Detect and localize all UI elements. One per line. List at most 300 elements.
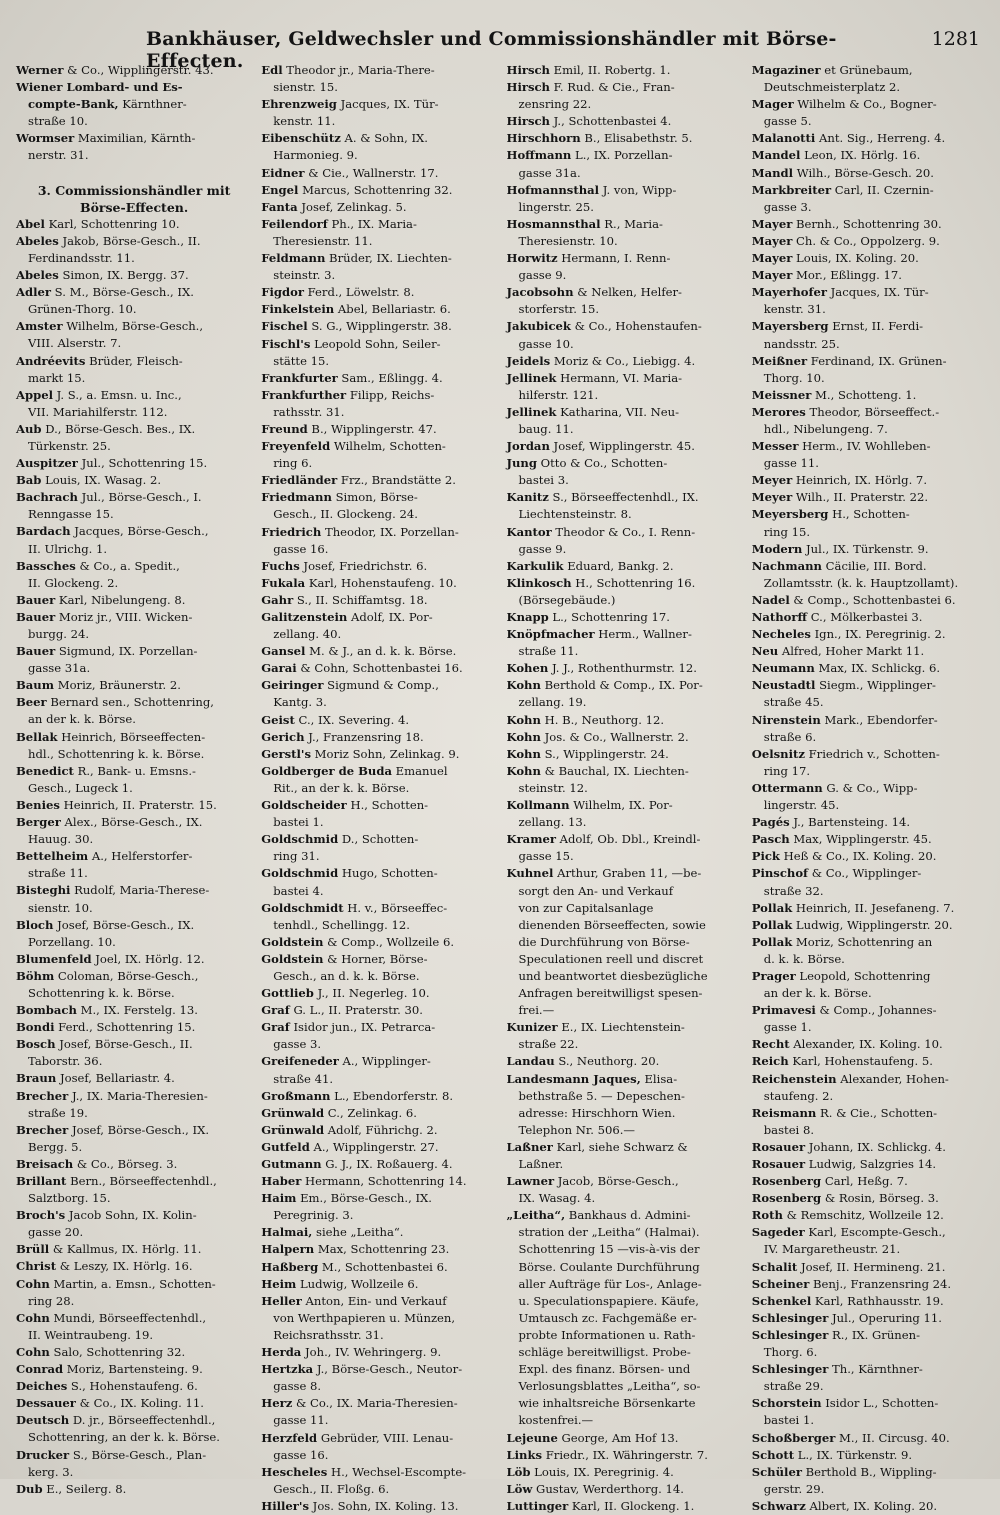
directory-entry — [16, 677, 252, 694]
entry-continuation — [507, 387, 743, 404]
entry-continuation — [16, 96, 252, 113]
entry-name: Primavesi — [751, 1003, 816, 1018]
entry-continuation — [507, 199, 743, 216]
directory-entry — [16, 1036, 252, 1053]
directory-entry — [16, 489, 252, 506]
directory-entry — [16, 1241, 252, 1258]
entry-details: gerstr. 29. — [763, 1481, 825, 1496]
entry-name: Neu — [751, 644, 779, 659]
entry-details: (Börsegebäude.) — [518, 592, 616, 607]
entry-details: IX. Wasag. 4. — [518, 1191, 596, 1206]
entry-details: Emanuel — [391, 763, 448, 778]
entry-name: Gutmann — [261, 1157, 322, 1171]
page-number: 1281 — [931, 28, 980, 50]
directory-entry — [752, 1173, 988, 1190]
entry-name: Landesmann Jaques, — [506, 1071, 641, 1086]
entry-continuation — [16, 1224, 252, 1241]
directory-entry — [507, 609, 743, 626]
entry-details: Ludwig, Salzgries 14. — [805, 1157, 937, 1171]
entry-details: Thorg. 10. — [763, 370, 825, 385]
entry-name: Bauer — [16, 592, 56, 607]
entry-name: Jeidels — [506, 353, 551, 368]
entry-name: Meissner — [751, 387, 812, 402]
entry-details: F. Rud. & Cie., Fran- — [549, 80, 675, 95]
entry-details: Kantg. 3. — [273, 695, 327, 710]
entry-name: Brillant — [16, 1174, 67, 1188]
entry-details: Simon, IX. Bergg. 37. — [58, 268, 189, 283]
directory-entry — [261, 216, 497, 233]
entry-details: Hauug. 30. — [28, 832, 94, 847]
entry-details: Moriz, Schottenring an — [792, 934, 933, 949]
entry-details: gasse 20. — [28, 1225, 84, 1240]
entry-continuation — [507, 1224, 743, 1241]
entry-continuation — [507, 814, 743, 831]
entry-name: Necheles — [751, 627, 811, 642]
entry-continuation — [261, 917, 497, 934]
entry-details: Katharina, VII. Neu- — [556, 404, 680, 419]
directory-entry — [507, 763, 743, 780]
entry-details: Heinrich, IX. Hörlg. 7. — [792, 473, 927, 488]
entry-continuation — [16, 985, 252, 1002]
entry-name: Beer — [16, 695, 47, 710]
entry-details: Gesch., II. Floßg. 6. — [273, 1481, 390, 1496]
entry-details: hdl., Nibelungeng. 7. — [763, 421, 888, 436]
directory-entry — [752, 1293, 988, 1310]
entry-name: Halpern — [261, 1242, 315, 1257]
entry-name: Goldscheider — [261, 798, 347, 813]
entry-details: hilferstr. 121. — [518, 387, 599, 402]
entry-details: A., Wipplinger- — [338, 1054, 431, 1069]
entry-name: Fukala — [261, 575, 306, 590]
entry-name: Broch's — [16, 1208, 66, 1223]
entry-name: Haßberg — [261, 1259, 319, 1274]
entry-name: Werner — [16, 63, 64, 77]
entry-details: Adolf, Führichg. 2. — [324, 1122, 438, 1137]
entry-name: Pagés — [751, 815, 790, 830]
entry-name: Brecher — [16, 1088, 69, 1103]
entry-details: II. Weintraubeng. 19. — [28, 1327, 154, 1342]
entry-name: Goldschmid — [261, 866, 339, 881]
entry-details: Bankhaus d. Admini- — [565, 1208, 691, 1223]
entry-continuation — [16, 335, 252, 352]
entry-name: Bauer — [16, 644, 56, 659]
entry-details: G. & Co., Wipp- — [822, 780, 918, 795]
entry-continuation — [16, 1293, 252, 1310]
entry-details: straße 10. — [28, 114, 88, 129]
entry-continuation — [261, 1207, 497, 1224]
entry-details: an der k. k. Börse. — [28, 712, 136, 727]
entry-details: Jacques, Börse-Gesch., — [70, 524, 209, 539]
entry-continuation — [507, 1002, 743, 1019]
directory-entry — [507, 62, 743, 79]
entry-name: Pollak — [751, 934, 793, 949]
entry-continuation — [261, 1071, 497, 1088]
entry-name: Herz — [261, 1396, 293, 1411]
entry-details: Bernard sen., Schottenring, — [46, 695, 214, 710]
directory-entry — [16, 729, 252, 746]
directory-entry — [16, 1361, 252, 1378]
entry-continuation — [261, 541, 497, 558]
directory-entry — [16, 797, 252, 814]
entry-continuation — [752, 370, 988, 387]
entry-name: Bauer — [16, 609, 56, 624]
entry-details: nerstr. 31. — [28, 148, 89, 163]
entry-details: kenstr. 31. — [763, 302, 826, 317]
entry-details: Jul., IX. Türkenstr. 9. — [802, 541, 929, 556]
entry-name: Eibenschütz — [261, 131, 341, 146]
entry-name: Schwarz — [751, 1498, 806, 1513]
entry-details: Hermann, VI. Maria- — [556, 370, 683, 385]
entry-continuation — [261, 780, 497, 797]
directory-entry — [752, 934, 988, 951]
entry-continuation — [507, 1310, 743, 1327]
entry-details: hdl., Schottenring k. k. Börse. — [28, 746, 205, 761]
entry-details: Josef, Börse-Gesch., IX. — [53, 917, 195, 932]
directory-entry — [16, 643, 252, 660]
entry-details: straße 41. — [273, 1071, 334, 1086]
entry-details: J. J., Rothenthurmstr. 12. — [548, 661, 697, 676]
section-heading: 3. Commissionshändler mit — [37, 182, 231, 198]
entry-details: S., Wipplingerstr. 24. — [540, 746, 669, 761]
entry-details: Joel, IX. Hörlg. 12. — [91, 951, 205, 966]
directory-entry — [752, 165, 988, 182]
entry-details: bastei 1. — [763, 1413, 815, 1428]
entry-name: Amster — [16, 319, 63, 334]
entry-continuation — [16, 1464, 252, 1481]
directory-entry — [507, 182, 743, 199]
entry-details: Telephon Nr. 506.— — [518, 1122, 635, 1137]
directory-entry — [16, 917, 252, 934]
entry-details: & Co., IX. Maria-Theresien- — [292, 1396, 458, 1411]
entry-continuation — [752, 1344, 988, 1361]
entry-name: Haim — [261, 1191, 297, 1206]
entry-details: & Comp., Wollzeile 6. — [323, 934, 455, 949]
directory-entry — [261, 831, 497, 848]
entry-details: aller Aufträge für Los-, Anlage- — [518, 1276, 702, 1291]
entry-details: R. & Cie., Schotten- — [816, 1105, 938, 1120]
entry-continuation — [507, 421, 743, 438]
directory-entry — [507, 489, 743, 506]
column-3 — [507, 62, 743, 1515]
entry-continuation — [752, 336, 988, 353]
entry-name: Sageder — [751, 1225, 805, 1240]
entry-details: Leopold, Schottenring — [795, 968, 931, 983]
entry-name: Prager — [751, 968, 796, 983]
entry-details: VIII. Alserstr. 7. — [28, 336, 122, 351]
directory-entry — [752, 318, 988, 335]
entry-details: kostenfrei.— — [518, 1413, 594, 1428]
entry-continuation — [752, 1378, 988, 1395]
entry-name: Horwitz — [506, 251, 558, 266]
entry-continuation — [16, 711, 252, 728]
directory-entry — [261, 1344, 497, 1361]
directory-entry — [261, 558, 497, 575]
directory-entry — [261, 729, 497, 746]
entry-details: Frz., Brandstätte 2. — [337, 473, 456, 488]
entry-details: Laßner. — [518, 1157, 564, 1171]
entry-details: Wilhelm, Schotten- — [330, 439, 446, 454]
entry-details: Brüder, Fleisch- — [85, 353, 183, 368]
entry-name: Nachmann — [751, 558, 822, 573]
entry-details: Ant. Sig., Herreng. 4. — [815, 131, 946, 146]
entry-details: R., Maria- — [600, 216, 663, 231]
entry-name: Kohn — [506, 746, 541, 761]
entry-name: Hofmannsthal — [506, 182, 600, 197]
entry-details: Benj., Franzensring 24. — [809, 1276, 952, 1291]
directory-entry — [16, 387, 252, 404]
directory-entry — [507, 1019, 743, 1036]
entry-details: Em., Börse-Gesch., IX. — [296, 1191, 432, 1206]
entry-details: tenhdl., Schellingg. 12. — [273, 917, 410, 932]
directory-entry — [752, 626, 988, 643]
entry-details: & Horner, Börse- — [323, 951, 428, 966]
directory-entry — [752, 233, 988, 250]
directory-entry — [261, 130, 497, 147]
entry-name: Gutfeld — [261, 1139, 310, 1154]
directory-entry — [261, 199, 497, 216]
entry-details: Berthold B., Wippling- — [801, 1464, 937, 1479]
directory-entry — [16, 284, 252, 301]
entry-name: Pollak — [751, 900, 793, 915]
entry-details: Karl, Hohenstaufeng. 10. — [305, 575, 457, 590]
entry-continuation — [752, 455, 988, 472]
entry-name: Grünwald — [261, 1105, 325, 1120]
directory-entry — [752, 130, 988, 147]
entry-name: Haber — [261, 1174, 302, 1189]
directory-entry — [507, 558, 743, 575]
directory-entry — [507, 1053, 743, 1070]
entry-details: & Comp., Schottenbastei 6. — [789, 592, 956, 607]
entry-details: & Nelken, Helfer- — [573, 285, 682, 300]
entry-name: Meyer — [751, 490, 793, 505]
entry-name: Landau — [506, 1054, 555, 1069]
directory-entry — [261, 1293, 497, 1310]
directory-entry — [261, 387, 497, 404]
entry-details: Abel, Bellariastr. 6. — [334, 302, 451, 317]
column-2 — [261, 62, 497, 1515]
entry-name: Schoßberger — [751, 1430, 836, 1445]
entry-details: Schottenring k. k. Börse. — [28, 985, 175, 1000]
entry-continuation — [507, 1241, 743, 1258]
entry-name: Breisach — [16, 1156, 74, 1171]
entry-name: compte-Bank, — [28, 97, 119, 112]
directory-entry — [16, 421, 252, 438]
directory-entry — [752, 387, 988, 404]
entry-details: Alexander, Hohen- — [836, 1071, 949, 1086]
entry-details: Expl. des finanz. Börsen- und — [518, 1362, 691, 1377]
directory-entry — [16, 1002, 252, 1019]
entry-name: Blumenfeld — [16, 951, 92, 966]
directory-entry — [752, 1224, 988, 1241]
entry-details: nandsstr. 25. — [763, 336, 840, 351]
entry-details: Wilh., II. Praterstr. 22. — [792, 490, 929, 505]
entry-continuation — [261, 353, 497, 370]
entry-details: Karl, siehe Schwarz & — [552, 1139, 688, 1154]
directory-entry — [752, 250, 988, 267]
entry-continuation — [16, 660, 252, 677]
directory-entry — [16, 1122, 252, 1139]
entry-details: et Grünebaum, — [820, 63, 913, 77]
directory-entry — [261, 712, 497, 729]
entry-details: bastei 4. — [273, 883, 324, 898]
directory-entry — [507, 575, 743, 592]
entry-continuation — [507, 934, 743, 951]
directory-entry — [261, 865, 497, 882]
entry-continuation — [507, 780, 743, 797]
entry-name: Lawner — [506, 1174, 555, 1189]
entry-continuation — [16, 934, 252, 951]
entry-details: Porzellang. 10. — [28, 934, 116, 949]
entry-name: Dub — [16, 1481, 43, 1496]
entry-continuation — [752, 1412, 988, 1429]
entry-name: Jellinek — [506, 370, 557, 385]
entry-continuation — [261, 1327, 497, 1344]
entry-name: Jordan — [506, 439, 550, 454]
entry-name: Malanotti — [751, 131, 816, 146]
entry-continuation — [752, 883, 988, 900]
directory-entry — [752, 917, 988, 934]
directory-entry — [752, 147, 988, 164]
entry-details: Th., Kärnthner- — [828, 1362, 923, 1377]
entry-name: Kanitz — [506, 490, 549, 505]
entry-continuation — [507, 883, 743, 900]
directory-entry — [261, 1019, 497, 1036]
entry-name: Figdor — [261, 285, 304, 300]
entry-details: M. & J., an d. k. k. Börse. — [305, 644, 457, 659]
entry-name: Fischl's — [261, 336, 311, 351]
directory-entry — [752, 677, 988, 694]
entry-details: Anton, Ein- und Verkauf — [301, 1293, 447, 1308]
entry-name: Schlesinger — [751, 1310, 829, 1325]
directory-entry — [261, 524, 497, 541]
directory-entry — [752, 1036, 988, 1053]
entry-details: & Rosin, Börseg. 3. — [821, 1191, 939, 1206]
entry-details: E., IX. Liechtenstein- — [557, 1020, 685, 1035]
entry-details: H. v., Börseeffec- — [343, 900, 448, 915]
entry-details: Albert, IX. Koling. 20. — [805, 1498, 938, 1513]
directory-entry — [752, 1361, 988, 1378]
entry-details: gasse 3. — [763, 199, 812, 214]
entry-name: Aub — [16, 421, 42, 436]
entry-name: Finkelstein — [261, 302, 335, 317]
directory-entry — [752, 660, 988, 677]
entry-name: Luttinger — [506, 1498, 569, 1513]
entry-name: Meyersberg — [751, 507, 829, 522]
entry-details: Jacques, IX. Tür- — [336, 97, 439, 112]
directory-entry — [261, 1173, 497, 1190]
entry-details: & Co., Börseg. 3. — [73, 1156, 178, 1171]
entry-name: Mayer — [751, 216, 793, 231]
entry-details: Leon, IX. Hörlg. 16. — [800, 148, 921, 163]
entry-details: ring 17. — [763, 763, 811, 778]
entry-continuation — [507, 951, 743, 968]
entry-details: Ferdinand, IX. Grünen- — [807, 353, 947, 368]
directory-entry — [752, 1327, 988, 1344]
entry-details: Alfred, Hoher Markt 11. — [778, 644, 925, 659]
entry-name: Bardach — [16, 524, 71, 539]
entry-details: siehe „Leitha“. — [312, 1225, 404, 1240]
directory-entry — [507, 746, 743, 763]
entry-name: Hiller's — [261, 1498, 309, 1513]
entry-continuation — [752, 575, 988, 592]
directory-entry — [507, 147, 743, 164]
entry-continuation — [507, 694, 743, 711]
entry-name: Kohn — [506, 712, 541, 727]
entry-details: R., IX. Grünen- — [828, 1327, 921, 1342]
entry-details: straße 11. — [518, 644, 579, 659]
entry-continuation — [507, 1412, 743, 1429]
entry-details: Jakob, Börse-Gesch., II. — [58, 233, 201, 248]
entry-details: Karl, Nibelungeng. 8. — [55, 592, 186, 607]
directory-entry — [16, 1276, 252, 1293]
directory-entry — [507, 1481, 743, 1498]
entry-continuation — [16, 113, 252, 130]
entry-continuation — [752, 1241, 988, 1258]
directory-entry — [261, 575, 497, 592]
directory-entry — [752, 489, 988, 506]
entry-name: Heller — [261, 1293, 302, 1308]
entry-details: Eduard, Bankg. 2. — [563, 558, 674, 573]
entry-details: adresse: Hirschhorn Wien. — [518, 1105, 676, 1120]
entry-name: Oelsnitz — [751, 746, 805, 761]
directory-entry — [261, 797, 497, 814]
entry-continuation — [261, 1412, 497, 1429]
entry-continuation — [507, 848, 743, 865]
entry-details: S., Börseeffectenhdl., IX. — [548, 490, 699, 505]
entry-details: G. J., IX. Roßauerg. 4. — [321, 1157, 453, 1171]
directory-entry — [261, 643, 497, 660]
entry-details: bastei 3. — [518, 473, 569, 488]
entry-continuation — [507, 541, 743, 558]
entry-details: Zollamtsstr. (k. k. Hauptzollamt). — [763, 575, 959, 590]
entry-details: straße 22. — [518, 1037, 579, 1052]
directory-entry — [261, 1105, 497, 1122]
entry-continuation — [261, 626, 497, 643]
directory-entry — [752, 1053, 988, 1070]
page-title: Bankhäuser, Geldwechsler und Commissionshändler mit Börse-Effecten. — [146, 28, 837, 72]
directory-entry — [261, 421, 497, 438]
directory-entry — [507, 1173, 743, 1190]
entry-details: lingerstr. 25. — [518, 199, 594, 214]
entry-details: stration der „Leitha“ (Halmai). — [518, 1225, 700, 1240]
entry-name: Deiches — [16, 1379, 68, 1394]
entry-details: Wilhelm, IX. Por- — [569, 798, 673, 813]
entry-details: Herm., IV. Wohlleben- — [798, 439, 931, 454]
entry-continuation — [507, 592, 743, 609]
entry-details: Ludwig, Wipplingerstr. 20. — [792, 917, 953, 932]
directory-entry — [261, 370, 497, 387]
entry-details: S., Börse-Gesch., Plan- — [69, 1447, 207, 1462]
entry-name: Rosenberg — [751, 1191, 822, 1206]
entry-continuation — [507, 1276, 743, 1293]
entry-details: Joh., IV. Wehringerg. 9. — [301, 1345, 442, 1360]
directory-entry — [261, 1259, 497, 1276]
directory-entry — [261, 763, 497, 780]
entry-details: Grünen-Thorg. 10. — [28, 302, 137, 317]
directory-entry — [261, 934, 497, 951]
entry-name: Wormser — [16, 131, 75, 146]
entry-details: Josef, Börse-Gesch., IX. — [68, 1122, 210, 1137]
entry-continuation — [752, 301, 988, 318]
entry-details: Johann, IX. Schlickg. 4. — [805, 1139, 946, 1154]
entry-details: Elisa- — [640, 1071, 678, 1086]
directory-entry — [16, 1156, 252, 1173]
directory-entry — [16, 1207, 252, 1224]
entry-name: Hoffmann — [506, 148, 572, 163]
entry-name: Fuchs — [261, 558, 300, 573]
directory-entry — [507, 1447, 743, 1464]
entry-details: Schottenring, an der k. k. Börse. — [28, 1430, 220, 1445]
